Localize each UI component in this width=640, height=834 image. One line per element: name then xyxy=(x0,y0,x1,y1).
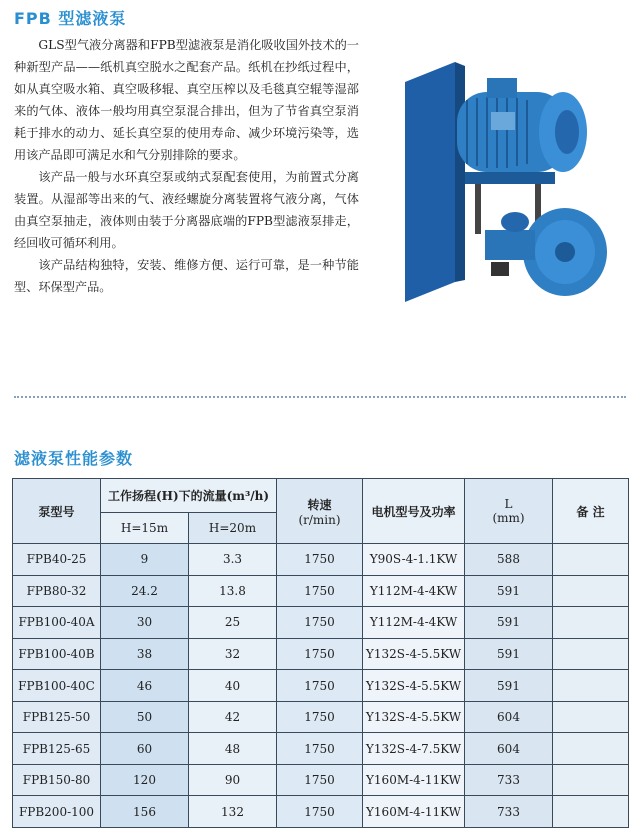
cell-motor: Y90S-4-1.1KW xyxy=(363,544,465,576)
cell-speed: 1750 xyxy=(277,607,363,639)
cell-h15: 24.2 xyxy=(101,575,189,607)
header-speed xyxy=(277,479,363,544)
cell-motor: Y112M-4-4KW xyxy=(363,575,465,607)
cell-h15: 30 xyxy=(101,607,189,639)
cell-model: FPB40-25 xyxy=(13,544,101,576)
table-row xyxy=(13,733,629,765)
cell-h20: 90 xyxy=(189,764,277,796)
cell-h20: 132 xyxy=(189,796,277,828)
cell-note xyxy=(553,701,629,733)
cell-h15: 9 xyxy=(101,544,189,576)
cell-motor: Y112M-4-4KW xyxy=(363,607,465,639)
cell-h20: 42 xyxy=(189,701,277,733)
cell-motor: Y160M-4-11KW xyxy=(363,764,465,796)
cell-h15: 120 xyxy=(101,764,189,796)
header-h20: H=20m xyxy=(189,512,277,544)
pump-photo xyxy=(395,52,615,302)
table-row xyxy=(13,764,629,796)
header-l-unit: (mm) xyxy=(492,511,525,526)
cell-motor: Y132S-4-7.5KW xyxy=(363,733,465,765)
section-divider xyxy=(14,396,626,398)
cell-model: FPB80-32 xyxy=(13,575,101,607)
cell-note xyxy=(553,607,629,639)
cell-h20: 3.3 xyxy=(189,544,277,576)
page-title: FPB 型滤液泵 xyxy=(14,9,127,28)
cell-model: FPB125-65 xyxy=(13,733,101,765)
cell-l: 591 xyxy=(465,607,553,639)
cell-speed: 1750 xyxy=(277,670,363,702)
intro-paragraph-2: 该产品一般与水环真空泵或纳式泵配套使用，为前置式分离装置。从湿部等出来的气、液经螺旋分离装置将气液分离，气体由真空泵抽走，液体则由装于分离器底端的FPB型滤液泵排走，经回收可循环利用。 xyxy=(14,170,359,250)
header-note: 备 注 xyxy=(553,479,629,544)
cell-speed: 1750 xyxy=(277,764,363,796)
cell-note xyxy=(553,733,629,765)
cell-l: 733 xyxy=(465,764,553,796)
cell-speed: 1750 xyxy=(277,638,363,670)
performance-table xyxy=(12,478,629,828)
cell-speed: 1750 xyxy=(277,733,363,765)
cell-h15: 50 xyxy=(101,701,189,733)
cell-note xyxy=(553,544,629,576)
cell-h15: 46 xyxy=(101,670,189,702)
cell-h20: 25 xyxy=(189,607,277,639)
cell-h20: 32 xyxy=(189,638,277,670)
cell-note xyxy=(553,670,629,702)
cell-speed: 1750 xyxy=(277,796,363,828)
table-row xyxy=(13,638,629,670)
cell-l: 591 xyxy=(465,575,553,607)
cell-speed: 1750 xyxy=(277,701,363,733)
intro-paragraph-3: 该产品结构独特，安装、维修方便、运行可靠，是一种节能型、环保型产品。 xyxy=(14,258,359,294)
cell-note xyxy=(553,796,629,828)
cell-model: FPB100-40B xyxy=(13,638,101,670)
header-l-label: L xyxy=(504,497,513,512)
cell-l: 591 xyxy=(465,638,553,670)
table-row xyxy=(13,670,629,702)
cell-h20: 40 xyxy=(189,670,277,702)
header-model: 泵型号 xyxy=(13,479,101,544)
table-row xyxy=(13,607,629,639)
cell-motor: Y132S-4-5.5KW xyxy=(363,670,465,702)
cell-h15: 60 xyxy=(101,733,189,765)
cell-model: FPB100-40A xyxy=(13,607,101,639)
cell-model: FPB125-50 xyxy=(13,701,101,733)
cell-h15: 38 xyxy=(101,638,189,670)
cell-l: 604 xyxy=(465,701,553,733)
table-row xyxy=(13,575,629,607)
cell-model: FPB150-80 xyxy=(13,764,101,796)
header-flow: 工作扬程(H)下的流量(m³/h) xyxy=(101,479,277,513)
header-l xyxy=(465,479,553,544)
cell-note xyxy=(553,575,629,607)
table-row xyxy=(13,796,629,828)
cell-motor: Y132S-4-5.5KW xyxy=(363,701,465,733)
cell-h20: 13.8 xyxy=(189,575,277,607)
header-motor: 电机型号及功率 xyxy=(363,479,465,544)
cell-note xyxy=(553,638,629,670)
table-title: 滤液泵性能参数 xyxy=(14,449,134,468)
table-row xyxy=(13,701,629,733)
cell-speed: 1750 xyxy=(277,575,363,607)
header-speed-unit: (r/min) xyxy=(298,512,341,527)
cell-l: 604 xyxy=(465,733,553,765)
table-row xyxy=(13,544,629,576)
cell-l: 733 xyxy=(465,796,553,828)
cell-model: FPB100-40C xyxy=(13,670,101,702)
cell-h20: 48 xyxy=(189,733,277,765)
cell-model: FPB200-100 xyxy=(13,796,101,828)
cell-l: 591 xyxy=(465,670,553,702)
header-speed-label: 转速 xyxy=(307,497,332,512)
intro-text xyxy=(14,34,359,298)
cell-note xyxy=(553,764,629,796)
intro-paragraph-1: GLS型气液分离器和FPB型滤液泵是消化吸收国外技术的一种新型产品——纸机真空脱水之配套产品。纸机在抄纸过程中，如从真空吸水箱、真空吸移辊、真空压榨以及毛毯真空辊等湿部来的气体、液体一般均用真空泵混合排出，但为了节省真空泵消耗于排水的动力、延长真空泵的使用寿命、减少环境污染等，选用该产品即可满足水和气分别排除的要求。 xyxy=(14,38,359,162)
cell-motor: Y160M-4-11KW xyxy=(363,796,465,828)
cell-h15: 156 xyxy=(101,796,189,828)
cell-l: 588 xyxy=(465,544,553,576)
header-h15: H=15m xyxy=(101,512,189,544)
cell-motor: Y132S-4-5.5KW xyxy=(363,638,465,670)
cell-speed: 1750 xyxy=(277,544,363,576)
